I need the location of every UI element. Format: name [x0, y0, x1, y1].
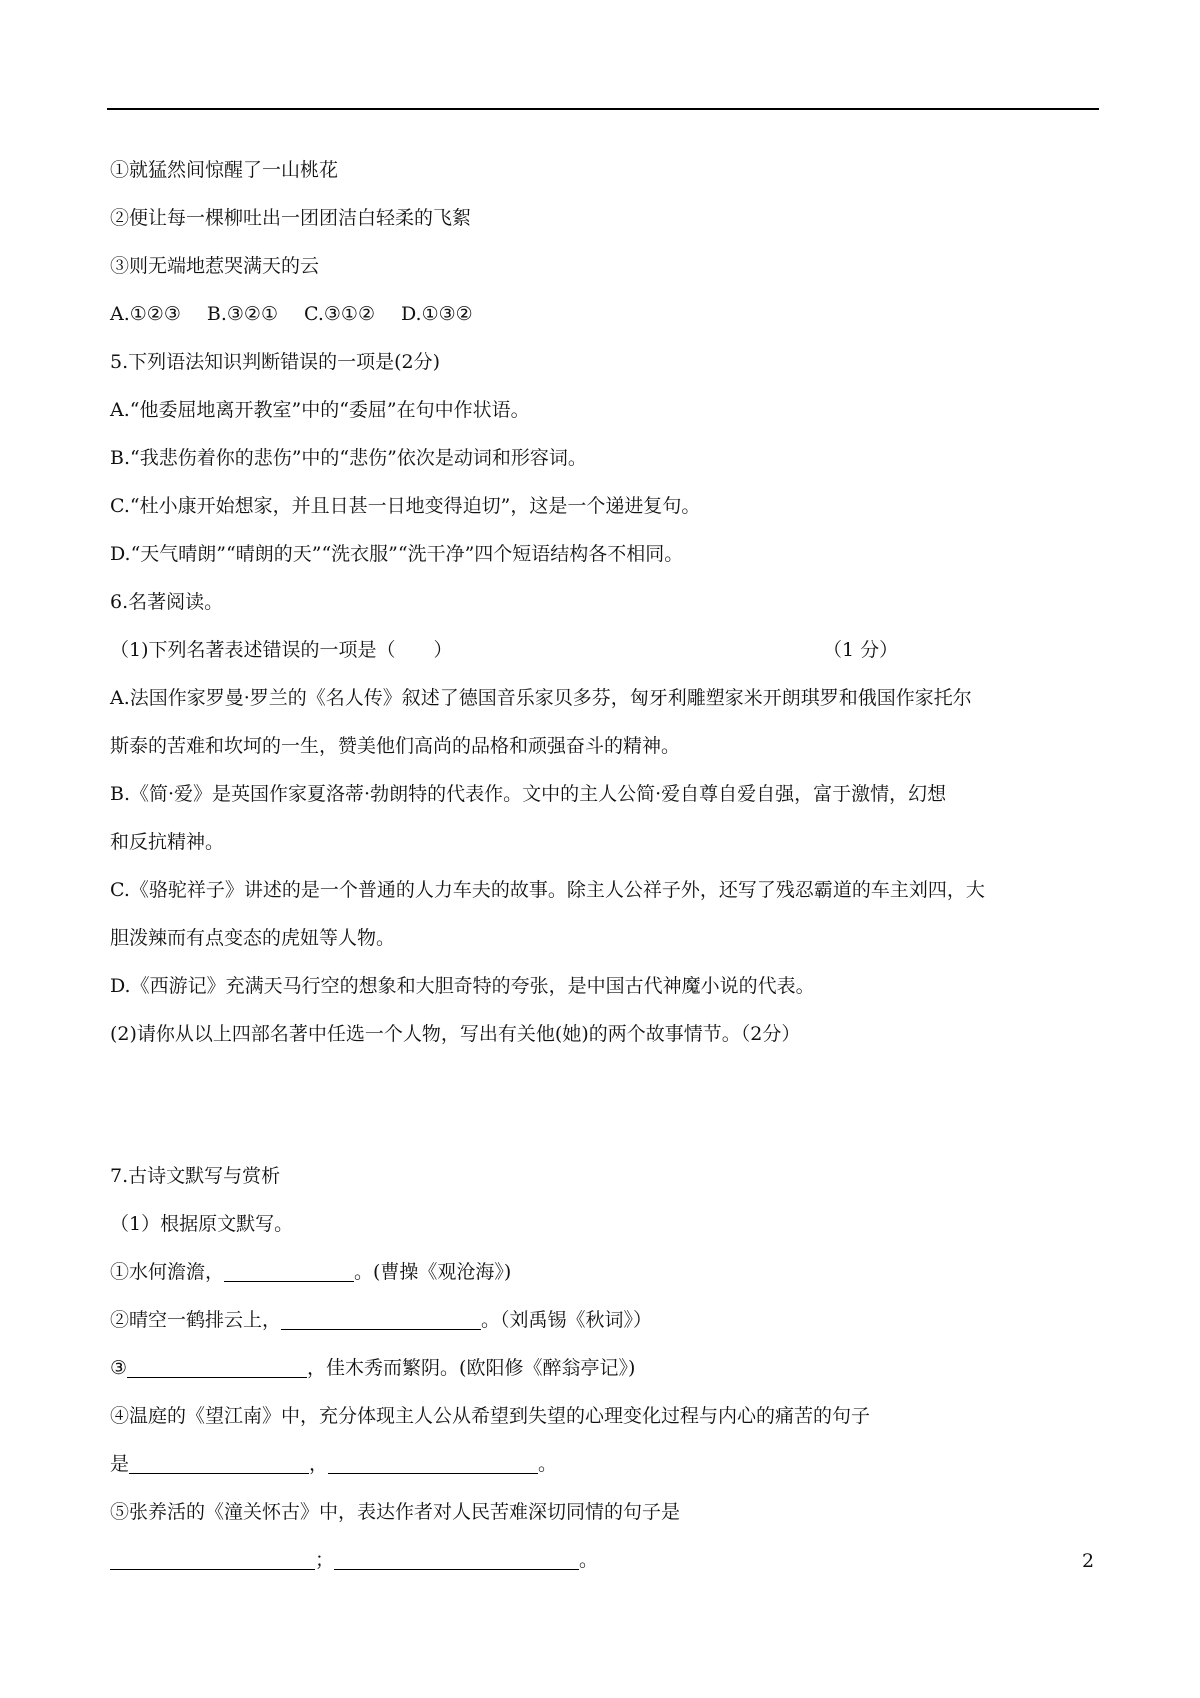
q6-option-c-line-2: 胆泼辣而有点变态的虎妞等人物。 — [110, 927, 396, 949]
q6-option-a-line-2: 斯泰的苦难和坎坷的一生，赞美他们高尚的品格和顽强奋斗的精神。 — [110, 735, 681, 757]
q4-option-b: B.③②① — [206, 303, 278, 325]
q7-line-5 — [110, 1451, 557, 1477]
q5-title: 5.下列语法知识判断错误的一项是(2分) — [110, 351, 441, 373]
q7-line-1 — [110, 1259, 511, 1285]
header-rule — [107, 108, 1099, 110]
q6-option-c-line-1: C.《骆驼祥子》讲述的是一个普通的人力车夫的故事。除主人公祥子外，还写了残忍霸道的车主刘四，大 — [110, 879, 985, 901]
q4-line-2: ②便让每一棵柳吐出一团团洁白轻柔的飞絮 — [110, 207, 472, 229]
answer-blank-5[interactable] — [328, 1453, 538, 1474]
q4-option-a: A.①②③ — [110, 303, 181, 325]
q7-line-5-end: 。 — [538, 1453, 558, 1475]
q5-option-a: A.“他委屈地离开教室”中的“委屈”在句中作状语。 — [110, 399, 530, 421]
q6-title: 6.名著阅读。 — [110, 591, 224, 613]
q4-option-d: D.①③② — [400, 303, 473, 325]
q7-line-2-prefix: ②晴空一鹤排云上， — [110, 1309, 282, 1331]
q6-option-b-line-1: B.《简·爱》是英国作家夏洛蒂·勃朗特的代表作。文中的主人公简·爱自尊自爱自强，富于激情，幻想 — [110, 783, 947, 805]
q7-line-1-prefix: ①水何澹澹， — [110, 1261, 225, 1283]
q7-line-4: ④温庭的《望江南》中，充分体现主人公从希望到失望的心理变化过程与内心的痛苦的句子 — [110, 1405, 871, 1427]
page-number: 2 — [1082, 1550, 1095, 1572]
answer-blank-4[interactable] — [129, 1453, 309, 1474]
q7-line-3-prefix: ③ — [110, 1357, 128, 1379]
q7-line-7 — [110, 1547, 598, 1573]
q7-line-7-end: 。 — [579, 1549, 599, 1571]
answer-blank-7[interactable] — [334, 1549, 579, 1570]
q5-option-b: B.“我悲伤着你的悲伤”中的“悲伤”依次是动词和形容词。 — [110, 447, 587, 469]
q6-option-d: D.《西游记》充满天马行空的想象和大胆奇特的夸张，是中国古代神魔小说的代表。 — [110, 975, 815, 997]
q6-sub1-score: （1 分） — [823, 639, 899, 661]
q7-line-2 — [110, 1307, 652, 1333]
q7-line-7-separator: ； — [315, 1549, 335, 1571]
answer-blank-3[interactable] — [127, 1357, 307, 1378]
answer-blank-2[interactable] — [281, 1309, 481, 1330]
q7-line-2-suffix: 。（刘禹锡《秋词》） — [481, 1309, 653, 1331]
q7-title: 7.古诗文默写与赏析 — [110, 1165, 281, 1187]
answer-blank-6[interactable] — [110, 1549, 315, 1570]
q6-option-b-line-2: 和反抗精神。 — [110, 831, 225, 853]
q5-option-d: D.“天气晴朗”“晴朗的天”“洗衣服”“洗干净”四个短语结构各不相同。 — [110, 543, 684, 565]
q6-sub1: （1)下列名著表述错误的一项是（ ） — [110, 639, 453, 661]
q7-line-5-prefix: 是 — [110, 1453, 130, 1475]
q7-sub1: （1）根据原文默写。 — [110, 1213, 294, 1235]
q7-line-1-suffix: 。(曹操《观沧海》) — [354, 1261, 512, 1283]
q4-line-3: ③则无端地惹哭满天的云 — [110, 255, 320, 277]
q7-line-3 — [110, 1355, 635, 1381]
answer-blank-1[interactable] — [224, 1261, 354, 1282]
q7-line-5-separator: ， — [309, 1453, 329, 1475]
q5-option-c: C.“杜小康开始想家，并且日甚一日地变得迫切”，这是一个递进复句。 — [110, 495, 701, 517]
q4-option-c: C.③①② — [303, 303, 375, 325]
q7-line-6: ⑤张养活的《潼关怀古》中，表达作者对人民苦难深切同情的句子是 — [110, 1501, 681, 1523]
q7-line-3-suffix: ，佳木秀而繁阴。(欧阳修《醉翁亭记》) — [307, 1357, 636, 1379]
q4-options — [110, 301, 473, 327]
q6-sub2: (2)请你从以上四部名著中任选一个人物，写出有关他(她)的两个故事情节。（2分） — [110, 1023, 801, 1045]
q6-option-a-line-1: A.法国作家罗曼·罗兰的《名人传》叙述了德国音乐家贝多芬，匈牙利雕塑家米开朗琪罗和俄国作家托尔 — [110, 687, 972, 709]
q4-line-1: ①就猛然间惊醒了一山桃花 — [110, 159, 339, 181]
